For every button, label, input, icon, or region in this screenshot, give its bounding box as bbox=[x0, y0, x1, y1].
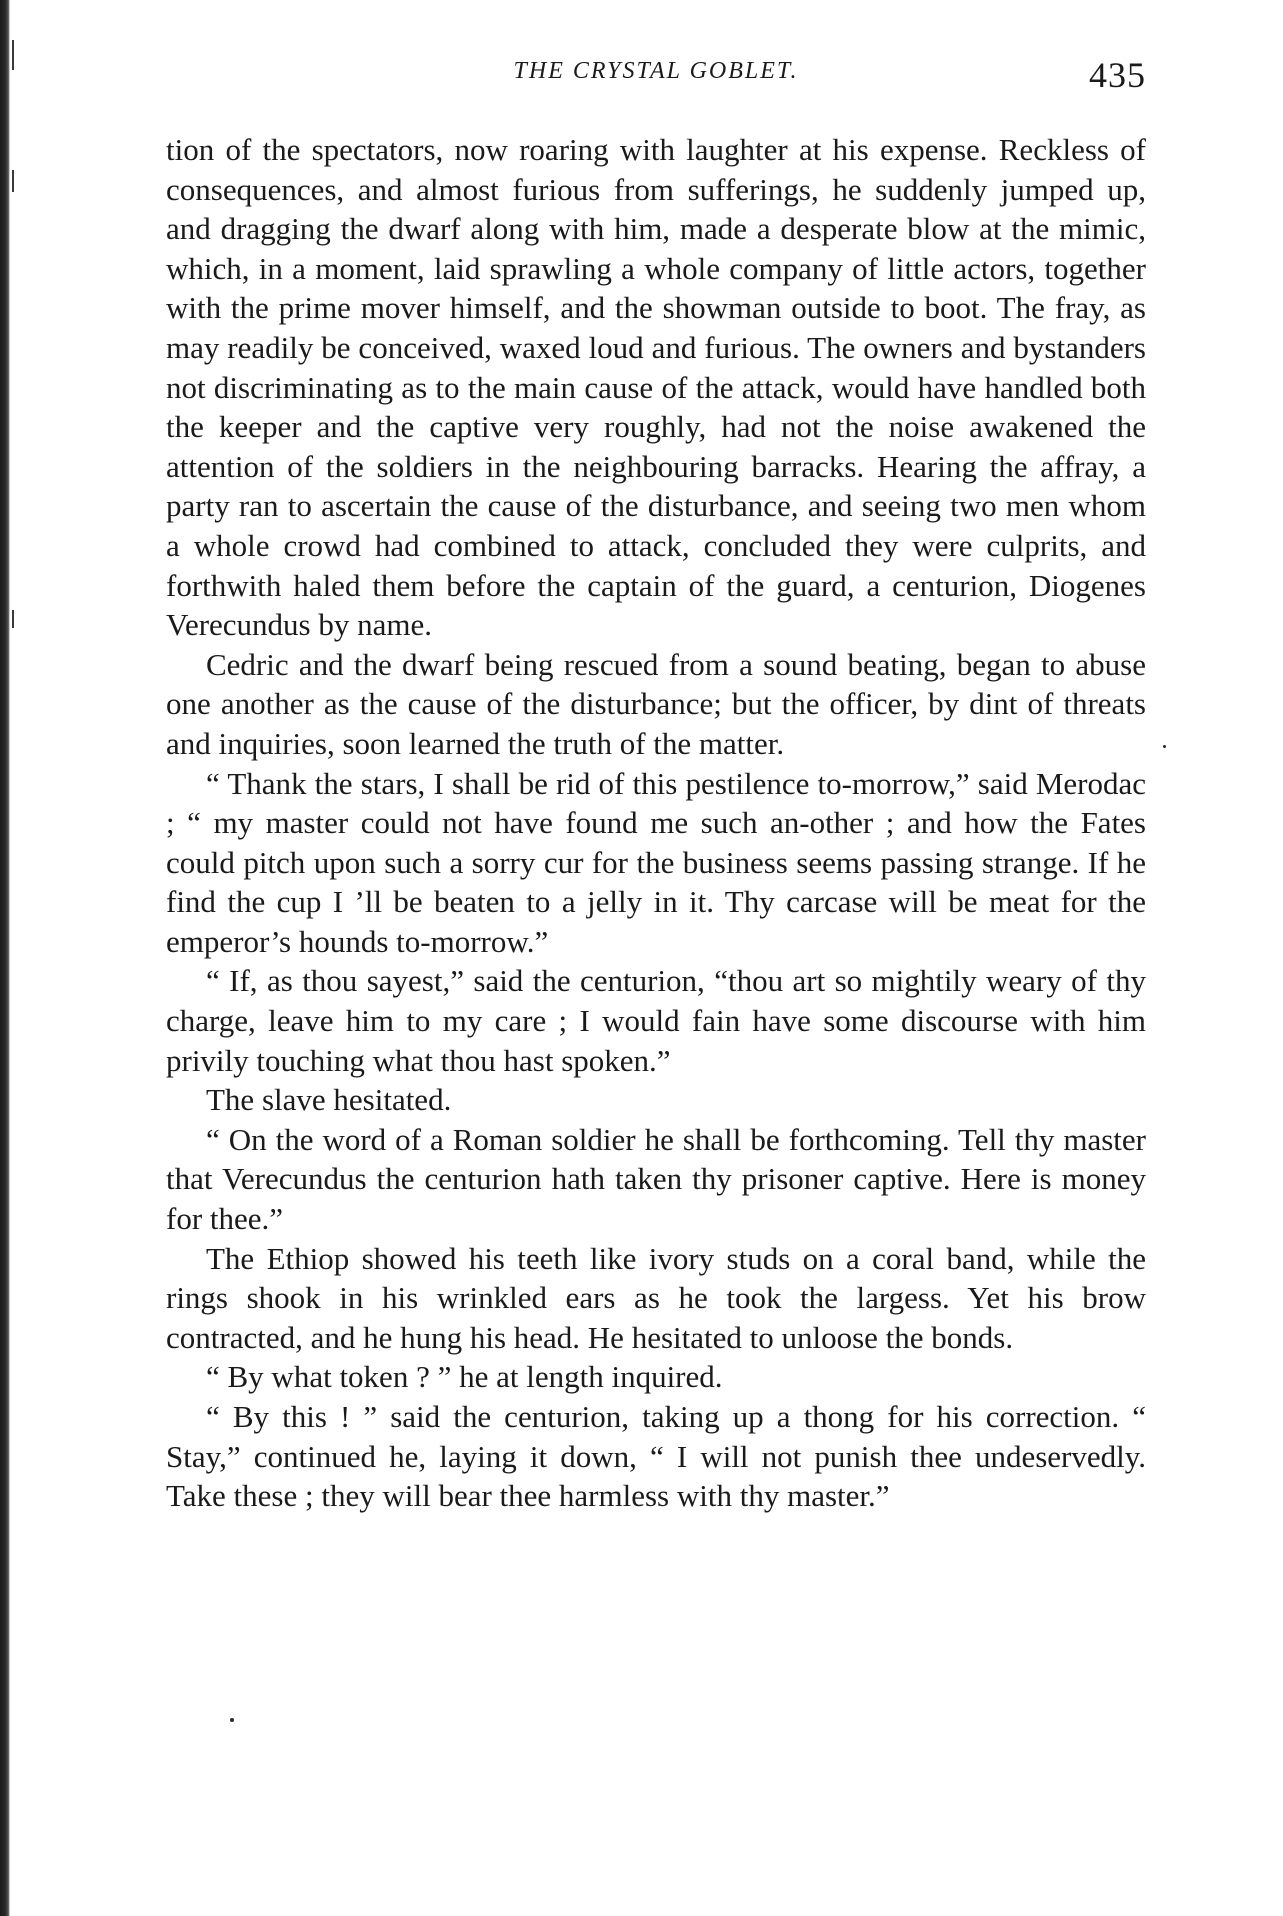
ink-speck bbox=[1163, 745, 1166, 748]
running-title: THE CRYSTAL GOBLET. bbox=[513, 58, 799, 84]
paragraph: The Ethiop showed his teeth like ivory studs on a coral band, while the rings shook in his wrinkled ears as he took the largess. Yet his brow contracted, and he hung his head. He hesitated to unloose the bonds. bbox=[166, 1240, 1146, 1355]
page-number: 435 bbox=[1089, 55, 1146, 95]
body-text bbox=[166, 130, 1146, 1516]
running-head bbox=[166, 50, 1146, 100]
paragraph: “ By this ! ” said the centurion, taking up a thong for his correction. “ Stay,” continued he, laying it down, “ I will not punish thee undeservedly. Take these ; they will bear thee harmless with thy master.” bbox=[166, 1399, 1146, 1514]
paragraph: “ By what token ? ” he at length inquired. bbox=[206, 1359, 723, 1395]
binding-mark bbox=[12, 40, 14, 70]
paragraph: “ If, as thou sayest,” said the centurion, “thou art so mightily weary of thy charge, leave him to my care ; I would fain have some discourse with him privily touching what thou hast spoken.” bbox=[166, 963, 1146, 1078]
ink-speck bbox=[230, 1718, 234, 1722]
binding-edge bbox=[0, 0, 10, 1916]
binding-mark bbox=[12, 610, 14, 628]
paragraph: Cedric and the dwarf being rescued from a sound beating, began to abuse one another as the cause of the disturbance; but the officer, by dint of threats and inquiries, soon learned the truth of the matter. bbox=[166, 646, 1146, 761]
paragraph: “ Thank the stars, I shall be rid of this pestilence to-morrow,” said Merodac ; “ my master could not have found me such an-other ; and how the Fates could pitch upon such a sorry cur for the business seems passing strange. If he find the cup I ’ll be beaten to a jelly in it. Thy carcase will be meat for the emperor’s hounds to-morrow.” bbox=[166, 765, 1146, 959]
paragraph: tion of the spectators, now roaring with laughter at his expense. Reckless of consequences, and almost furious from sufferings, he suddenly jumped up, and dragging the dwarf along with him, made a desperate blow at the mimic, which, in a moment, laid sprawling a whole company of little actors, together with the prime mover himself, and the showman outside to boot. The fray, as may readily be conceived, waxed loud and furious. The owners and bystanders not discriminating as to the main cause of the attack, would have handled both the keeper and the captive very roughly, had not the noise awakened the attention of the soldiers in the neighbouring barracks. Hearing the affray, a party ran to ascertain the cause of the disturbance, and seeing two men whom a whole crowd had combined to attack, concluded they were culprits, and forthwith haled them before the captain of the guard, a centurion, Diogenes Verecundus by name. bbox=[166, 132, 1146, 643]
binding-mark bbox=[12, 170, 14, 192]
book-page bbox=[166, 50, 1146, 1516]
paragraph: The slave hesitated. bbox=[206, 1082, 452, 1118]
paragraph: “ On the word of a Roman soldier he shall be forthcoming. Tell thy master that Verecundus the centurion hath taken thy prisoner captive. Here is money for thee.” bbox=[166, 1121, 1146, 1237]
